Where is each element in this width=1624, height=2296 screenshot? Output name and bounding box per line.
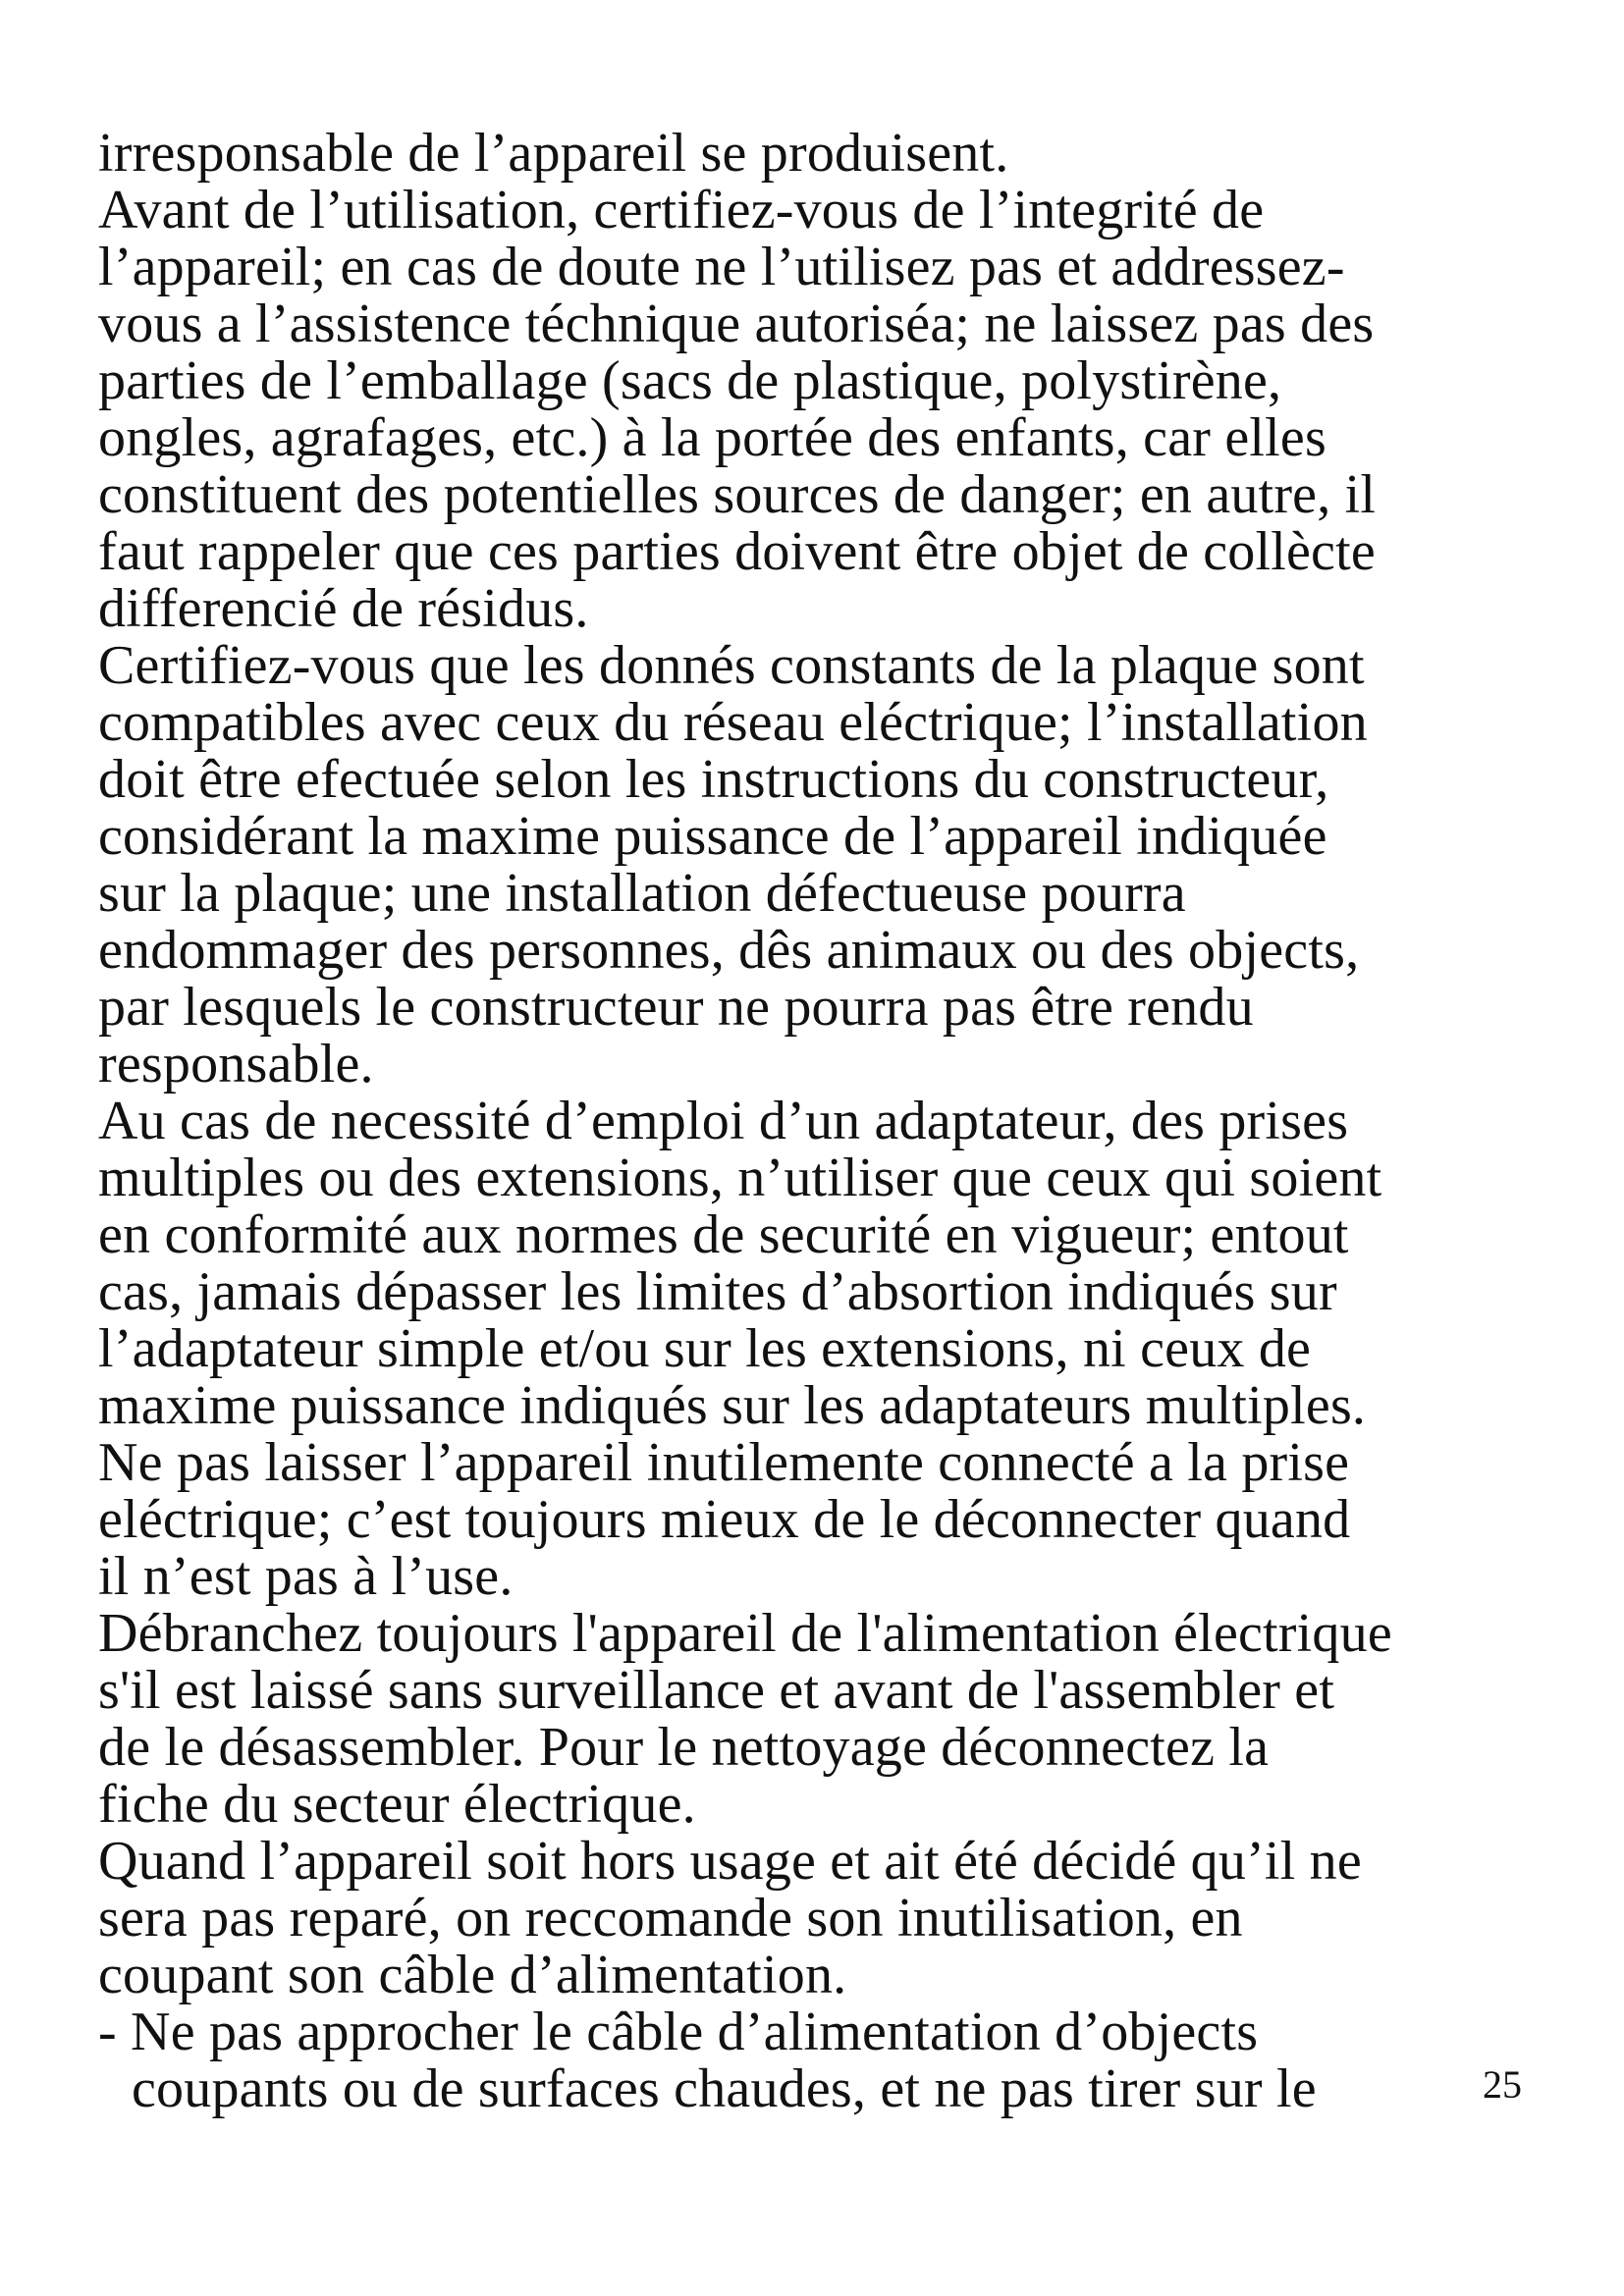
- text-line: coupant son câble d’alimentation.: [98, 1945, 847, 2005]
- page-number: 25: [1483, 2062, 1522, 2107]
- text-line: coupants ou de surfaces chaudes, et ne pas tirer sur le: [132, 2058, 1317, 2119]
- text-line: sera pas reparé, on reccomande son inutilisation, en: [98, 1888, 1243, 1949]
- text-line: s'il est laissé sans surveillance et avant de l'assembler et: [98, 1660, 1335, 1721]
- text-line: Quand l’appareil soit hors usage et ait été décidé qu’il ne: [98, 1831, 1362, 1892]
- text-line: l’appareil; en cas de doute ne l’utilisez pas et addressez-: [98, 237, 1345, 297]
- text-line: cas, jamais dépasser les limites d’absortion indiqués sur: [98, 1261, 1337, 1322]
- text-line: Débranchez toujours l'appareil de l'alimentation électrique: [98, 1603, 1392, 1664]
- text-line: responsable.: [98, 1034, 374, 1095]
- text-line: l’adaptateur simple et/ou sur les extensions, ni ceux de: [98, 1318, 1312, 1379]
- text-line: Avant de l’utilisation, certifiez-vous de l’integrité de: [98, 180, 1265, 240]
- text-line: compatibles avec ceux du réseau eléctrique; l’installation: [98, 692, 1368, 753]
- text-line: Au cas de necessité d’emploi d’un adaptateur, des prises: [98, 1091, 1349, 1151]
- text-line: sur la plaque; une installation défectueuse pourra: [98, 863, 1186, 924]
- text-line: parties de l’emballage (sacs de plastique, polystirène,: [98, 350, 1282, 411]
- text-line: en conformité aux normes de securité en vigueur; entout: [98, 1204, 1349, 1265]
- text-line: irresponsable de l’appareil se produisent.: [98, 123, 1009, 184]
- text-line: considérant la maxime puissance de l’appareil indiquée: [98, 806, 1327, 867]
- text-line: constituent des potentielles sources de danger; en autre, il: [98, 464, 1377, 525]
- text-line: faut rappeler que ces parties doivent être objet de collècte: [98, 521, 1376, 582]
- text-line: endommager des personnes, dês animaux ou des objects,: [98, 920, 1360, 981]
- text-line: par lesquels le constructeur ne pourra pas être rendu: [98, 977, 1254, 1038]
- text-line: ongles, agrafages, etc.) à la portée des enfants, car elles: [98, 407, 1326, 468]
- text-line: Certifiez-vous que les donnés constants de la plaque sont: [98, 635, 1365, 696]
- text-line: maxime puissance indiqués sur les adaptateurs multiples.: [98, 1375, 1367, 1436]
- text-line: multiples ou des extensions, n’utiliser que ceux qui soient: [98, 1148, 1382, 1208]
- text-line: Ne pas laisser l’appareil inutilemente connecté a la prise: [98, 1432, 1350, 1493]
- text-line: vous a l’assistence téchnique autoriséa; ne laissez pas des: [98, 294, 1375, 354]
- text-line: il n’est pas à l’use.: [98, 1546, 514, 1607]
- text-line: de le désassembler. Pour le nettoyage déconnectez la: [98, 1717, 1270, 1778]
- text-line: differencié de résidus.: [98, 578, 589, 639]
- text-line: eléctrique; c’est toujours mieux de le déconnecter quand: [98, 1489, 1351, 1550]
- text-line: - Ne pas approcher le câble d’alimentation d’objects: [98, 2002, 1259, 2062]
- text-line: doit être efectuée selon les instructions du constructeur,: [98, 749, 1329, 810]
- text-line: fiche du secteur électrique.: [98, 1774, 696, 1835]
